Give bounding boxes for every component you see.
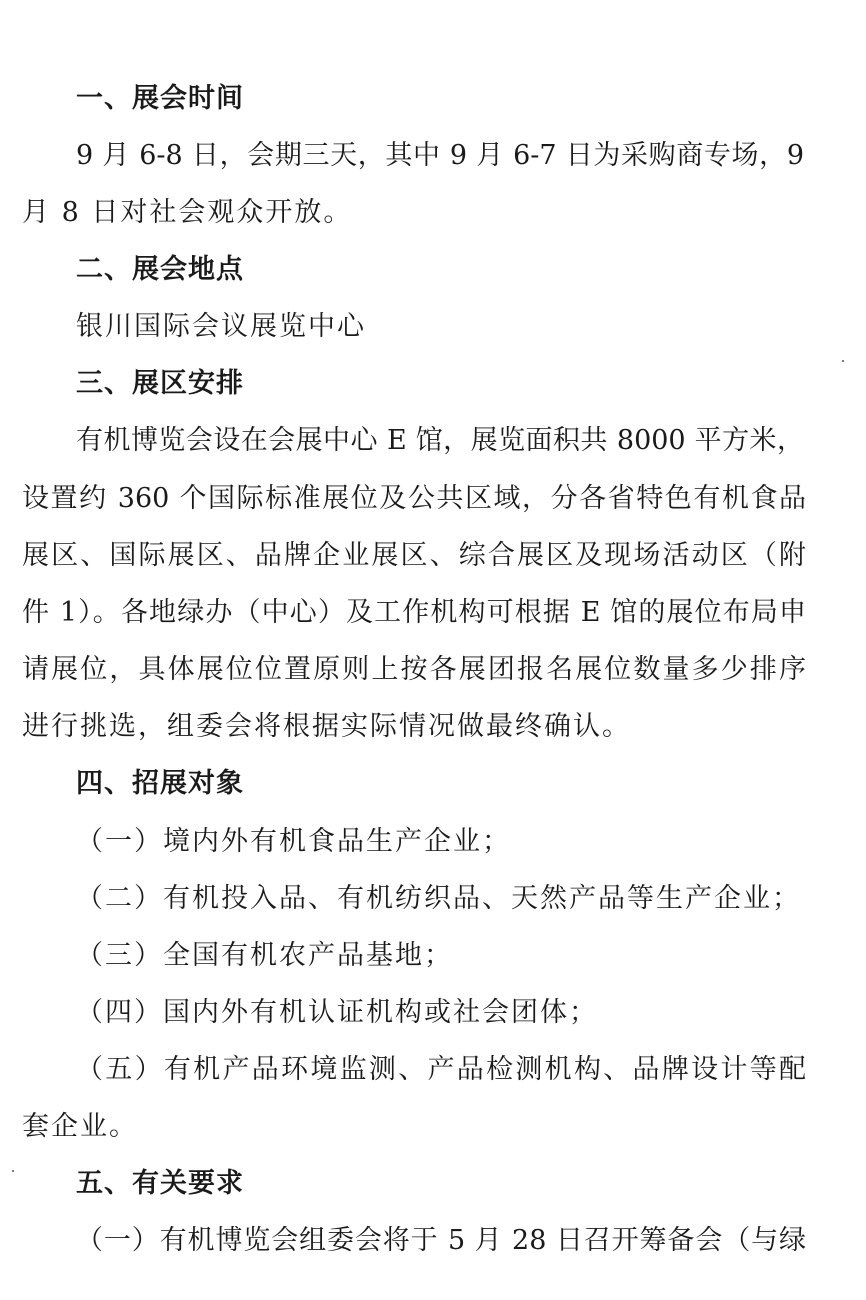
list-item-continuation: 套企业。 — [22, 1111, 138, 1142]
paragraph-line: 请展位，具体展位位置原则上按各展团报名展位数量多少排序 — [22, 654, 806, 685]
section-heading-requirements: 五、有关要求 — [76, 1168, 244, 1199]
section-heading-venue: 二、展会地点 — [76, 254, 244, 285]
scan-speck — [842, 360, 844, 362]
paragraph-line: 展区、国际展区、品牌企业展区、综合展区及现场活动区（附 — [22, 540, 806, 571]
paragraph-line: 件 1）。各地绿办（中心）及工作机构可根据 E 馆的展位布局申 — [22, 597, 806, 628]
list-item: （二）有机投入品、有机纺织品、天然产品等生产企业； — [76, 883, 801, 914]
paragraph-line: 9 月 6-8 日，会期三天，其中 9 月 6-7 日为采购商专场，9 — [76, 140, 804, 171]
paragraph-line: 设置约 360 个国际标准展位及公共区域，分各省特色有机食品 — [22, 483, 806, 514]
list-item: （四）国内外有机认证机构或社会团体； — [76, 997, 598, 1028]
list-item: （五）有机产品环境监测、产品检测机构、品牌设计等配 — [76, 1054, 806, 1085]
list-item: （一）有机博览会组委会将于 5 月 28 日召开筹备会（与绿 — [76, 1225, 806, 1256]
section-heading-schedule: 一、展会时间 — [76, 83, 244, 114]
paragraph-line: 进行挑选，组委会将根据实际情况做最终确认。 — [22, 711, 631, 742]
section-heading-exhibitors: 四、招展对象 — [76, 768, 244, 799]
scan-speck — [12, 1170, 14, 1172]
list-item: （一）境内外有机食品生产企业； — [76, 826, 511, 857]
paragraph-line: 有机博览会设在会展中心 E 馆，展览面积共 8000 平方米， — [76, 425, 804, 456]
paragraph-line: 月 8 日对社会观众开放。 — [22, 197, 353, 228]
section-heading-zones: 三、展区安排 — [76, 368, 244, 399]
list-item: （三）全国有机农产品基地； — [76, 940, 453, 971]
paragraph-line: 银川国际会议展览中心 — [76, 311, 366, 342]
